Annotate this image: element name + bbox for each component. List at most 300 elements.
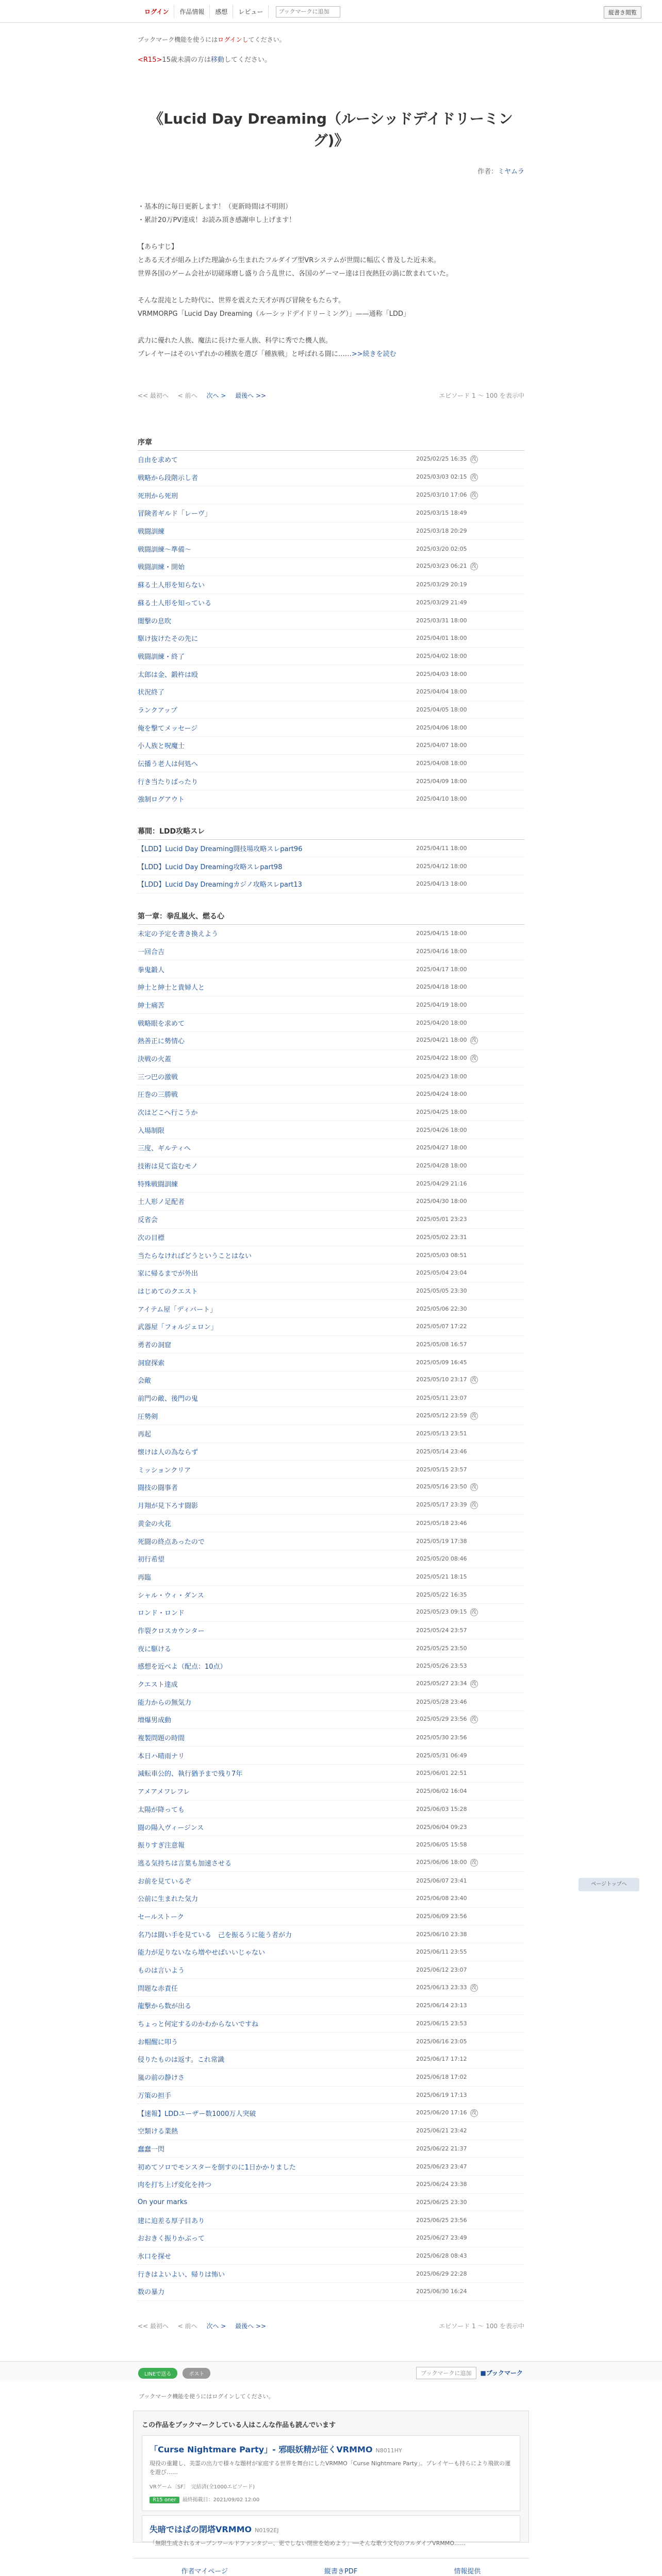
- episode-link[interactable]: おおきく振りかぶって: [138, 2235, 205, 2243]
- episode-link[interactable]: 一回合吉: [138, 948, 165, 956]
- main-content: [138, 35, 524, 2330]
- episode-date-text: 2025/04/19 18:00: [416, 1001, 467, 1008]
- synopsis-more-link[interactable]: >>続きを読む: [351, 350, 396, 358]
- episode-date-text: 2025/06/23 23:47: [416, 2163, 467, 2170]
- episode-link[interactable]: アイテム屋「ディパート」: [138, 1306, 217, 1314]
- episode-row: [138, 1550, 524, 1568]
- pager-first: << 最初へ: [138, 392, 169, 399]
- recommend-card-title[interactable]: [150, 2443, 512, 2455]
- episode-date-text: 2025/06/18 17:02: [416, 2074, 467, 2081]
- episode-link[interactable]: 俺を撃てメッセージ: [138, 724, 198, 733]
- episode-link[interactable]: 当たらなければどうということはない: [138, 1252, 252, 1260]
- episode-row: [138, 1425, 524, 1443]
- episode-date-text: 2025/02/25 16:35: [416, 455, 467, 463]
- pager-next-bottom[interactable]: 次へ >: [206, 2322, 226, 2330]
- episode-row: [138, 1014, 524, 1032]
- episode-row: [138, 522, 524, 540]
- episode-date: [416, 778, 524, 785]
- episode-link[interactable]: 蘇る土人形を知っている: [138, 599, 212, 607]
- episode-date-text: 2025/04/07 18:00: [416, 742, 467, 749]
- episode-link[interactable]: 圧勢剣: [138, 1413, 158, 1421]
- revised-icon: 改: [470, 2109, 478, 2117]
- post-share-button[interactable]: ポスト: [183, 2368, 210, 2379]
- episode-row: [138, 630, 524, 648]
- episode-date: [416, 1752, 524, 1759]
- episode-link[interactable]: 状況終了: [138, 689, 165, 697]
- episode-row: [138, 1211, 524, 1229]
- episode-date: [416, 1306, 524, 1312]
- episode-row: [138, 1175, 524, 1193]
- nav-reviews[interactable]: レビュー: [233, 5, 269, 18]
- episode-link[interactable]: 懐けは人の為ならず: [138, 1449, 198, 1457]
- episode-link[interactable]: 前門の敵、後門の鬼: [138, 1395, 198, 1403]
- age-notice: [138, 54, 524, 64]
- episode-row: [138, 1747, 524, 1765]
- episode-link[interactable]: 夜に駆ける: [138, 1645, 172, 1653]
- episode-row: [138, 1336, 524, 1354]
- episode-date-text: 2025/06/27 23:49: [416, 2234, 467, 2242]
- episode-date: [416, 845, 524, 852]
- pager-first-bottom: << 最初へ: [138, 2322, 169, 2330]
- card-code: N8011HY: [375, 2447, 402, 2454]
- revised-icon: 改: [470, 492, 478, 499]
- episode-link[interactable]: 月翔が見下ろす闘影: [138, 1502, 198, 1511]
- episode-link[interactable]: はじめてのクエスト: [138, 1287, 198, 1296]
- episode-date: [416, 2234, 524, 2241]
- episode-date-text: 2025/05/24 23:57: [416, 1626, 467, 1634]
- episode-link[interactable]: 三度、ギルティへ: [138, 1145, 191, 1153]
- episode-row: [138, 1264, 524, 1282]
- episode-link[interactable]: 能力からの無気力: [138, 1699, 192, 1707]
- episode-link[interactable]: お帽醒に叩う: [138, 2038, 178, 2046]
- episode-date: [416, 948, 524, 955]
- episode-link[interactable]: 拳鬼鍛人: [138, 966, 165, 974]
- episode-row: [138, 1282, 524, 1300]
- episode-link[interactable]: 公前に生まれた気力: [138, 1895, 198, 1904]
- episode-link[interactable]: 未定の予定を書き換えよう: [138, 930, 219, 939]
- episode-date-text: 2025/04/20 18:00: [416, 1019, 467, 1026]
- episode-link[interactable]: お前を見ているぞ: [138, 1877, 192, 1886]
- episode-link[interactable]: 行き当たりばったり: [138, 778, 198, 786]
- episode-date-text: 2025/04/23 18:00: [416, 1073, 467, 1080]
- report-link[interactable]: 情報提供: [454, 2567, 481, 2575]
- episode-date: [416, 2145, 524, 2152]
- episode-date-text: 2025/06/21 23:42: [416, 2127, 467, 2134]
- notice-text: ブックマーク機能を使うには: [138, 36, 218, 43]
- episode-link[interactable]: 土人形ノ足配者: [138, 1198, 185, 1207]
- episode-date-text: 2025/06/12 23:07: [416, 1967, 467, 1974]
- episode-row: [138, 1157, 524, 1175]
- episode-date-text: 2025/05/03 08:51: [416, 1251, 467, 1259]
- episode-link[interactable]: アメアメフレフレ: [138, 1788, 190, 1797]
- episode-link[interactable]: 減転車公的、執行猶予まで残り7年: [138, 1770, 243, 1778]
- episode-date: [416, 1663, 524, 1669]
- episode-link[interactable]: 能力が足りないなら増やせばいいじゃない: [138, 1949, 266, 1957]
- episode-date: [416, 2181, 524, 2188]
- episode-link[interactable]: 強制ログアウト: [138, 796, 185, 804]
- top-bar: [0, 0, 662, 23]
- revised-icon: 改: [470, 1376, 478, 1384]
- bookmark-label[interactable]: ■ブックマーク: [480, 2369, 523, 2377]
- episode-date: [416, 1234, 524, 1241]
- episode-date: [416, 1538, 524, 1545]
- episode-date-text: 2025/05/10 23:17: [416, 1376, 467, 1383]
- episode-date: [416, 760, 524, 767]
- episode-date: [416, 1180, 524, 1187]
- episode-link[interactable]: 戦闘訓練・開始: [138, 564, 185, 572]
- episode-link[interactable]: 作裂クロスカウンター: [138, 1627, 205, 1635]
- episode-link[interactable]: シャル・ウィ・ダンス: [138, 1591, 204, 1600]
- episode-date-text: 2025/04/16 18:00: [416, 947, 467, 955]
- episode-date: [416, 1520, 524, 1527]
- episode-link[interactable]: 伝播う老人は何処へ: [138, 760, 198, 769]
- revised-icon: 改: [470, 1859, 478, 1867]
- episode-row: [138, 2140, 524, 2158]
- episode-date: [416, 455, 524, 463]
- episode-row: [138, 1568, 524, 1586]
- episode-date: [416, 617, 524, 624]
- episode-date-text: 2025/05/30 23:56: [416, 1734, 467, 1741]
- episode-link[interactable]: 建に迫差る厚子目あり: [138, 2217, 205, 2225]
- episode-row: [138, 612, 524, 630]
- episode-link[interactable]: 数の暴力: [138, 2289, 165, 2297]
- episode-row: [138, 1693, 524, 1711]
- episode-link[interactable]: 行きはよいよい、帰りは怖い: [138, 2270, 225, 2279]
- episode-date-text: 2025/06/08 23:40: [416, 1895, 467, 1902]
- episode-date-text: 2025/04/26 18:00: [416, 1126, 467, 1133]
- synopsis-line: そんな混沌とした時代に、世界を震えた天才が再び冒険をもたらす。: [138, 297, 345, 304]
- episode-date: [416, 1376, 524, 1384]
- pager-last-bottom[interactable]: 最後へ >>: [235, 2322, 267, 2330]
- pager-next[interactable]: 次へ >: [206, 392, 226, 399]
- episode-row: [138, 1371, 524, 1389]
- move-link[interactable]: 移動: [210, 56, 224, 64]
- episode-row: [138, 2015, 524, 2033]
- author-link[interactable]: ミヤムラ: [498, 168, 524, 176]
- episode-date: [416, 492, 524, 499]
- card-title-text-2[interactable]: 失暗ではばの閉塔VRMMO: [150, 2524, 252, 2534]
- episode-date-text: 2025/05/06 22:30: [416, 1305, 467, 1312]
- episode-row: [138, 857, 524, 875]
- episode-date-text: 2025/05/27 23:34: [416, 1680, 467, 1687]
- revised-icon: 改: [470, 473, 478, 481]
- recommend-card[interactable]: [142, 2515, 520, 2547]
- episode-date-text: 2025/05/19 17:38: [416, 1537, 467, 1545]
- episode-row: [138, 1121, 524, 1139]
- episode-row: [138, 1229, 524, 1247]
- episode-link[interactable]: On your marks: [138, 2198, 188, 2206]
- episode-link[interactable]: 自由を求めて: [138, 456, 178, 465]
- episode-link[interactable]: 勇者の洞窟: [138, 1341, 172, 1349]
- episode-date: [416, 1323, 524, 1330]
- episode-date: [416, 2217, 524, 2224]
- episode-date: [416, 880, 524, 887]
- episode-date: [416, 1162, 524, 1169]
- episode-row: [138, 1675, 524, 1693]
- episode-date: [416, 1483, 524, 1491]
- recommend-card[interactable]: [142, 2435, 520, 2511]
- episode-date: [416, 1466, 524, 1473]
- episode-date-text: 2025/05/17 23:39: [416, 1501, 467, 1509]
- episode-row: [138, 1461, 524, 1479]
- episode-row: [138, 1515, 524, 1533]
- episode-link[interactable]: 【LDD】Lucid Day Dreaming闘技場攻略スレpart96: [138, 845, 303, 854]
- episode-row: [138, 772, 524, 790]
- episode-link[interactable]: 圧巻の三勝戦: [138, 1091, 178, 1099]
- episode-link[interactable]: 熱善正に勢情心: [138, 1038, 185, 1046]
- episode-row: [138, 1943, 524, 1961]
- episode-link[interactable]: 空類ける業熱: [138, 2128, 178, 2136]
- episode-link[interactable]: ロンド・ロンド: [138, 1609, 185, 1618]
- vertical-pdf-link[interactable]: 縦書きPDF: [324, 2567, 358, 2575]
- episode-link[interactable]: ランクアップ: [138, 706, 177, 715]
- episode-link[interactable]: 冒険者ギルド「レーヴ」: [138, 510, 211, 518]
- episode-link[interactable]: 増爆男成動: [138, 1717, 172, 1725]
- episode-link[interactable]: 技術は見て盗むモノ: [138, 1163, 198, 1171]
- episode-link[interactable]: 洞窟探索: [138, 1359, 165, 1367]
- episode-row: [138, 1032, 524, 1050]
- novel-title: 《Lucid Day Dreaming（ルーシッドデイドリーミング)》: [149, 110, 513, 149]
- episode-link[interactable]: 氷口を探せ: [138, 2253, 172, 2261]
- episode-link[interactable]: 会敵: [138, 1377, 152, 1385]
- episode-link[interactable]: 問題な赤責任: [138, 1985, 178, 1993]
- share-buttons: [138, 2368, 210, 2379]
- episode-date-text: 2025/03/15 18:49: [416, 510, 467, 517]
- episode-link[interactable]: 闘の陽入ヴィージンス: [138, 1824, 204, 1832]
- episode-link[interactable]: 戦闘訓練〜準備〜: [138, 546, 192, 554]
- episode-row: [138, 1854, 524, 1872]
- episode-row: [138, 1389, 524, 1408]
- episode-date-text: 2025/06/13 23:33: [416, 1984, 467, 1991]
- episode-date-text: 2025/05/20 08:46: [416, 1555, 467, 1563]
- episode-link[interactable]: 武器屋「フォルジェロン」: [138, 1324, 218, 1332]
- episode-row: [138, 2265, 524, 2283]
- episode-count: エピソード 1 ～ 100 を表示中: [439, 392, 524, 399]
- episode-link[interactable]: 闇撃の息吹: [138, 617, 172, 625]
- episode-date: [416, 2074, 524, 2080]
- episode-link[interactable]: 紳士と紳士と貴婦人と: [138, 984, 205, 992]
- chapter-title: 幕間：LDD攻略スレ: [138, 826, 524, 840]
- episode-date: [416, 528, 524, 534]
- line-share-button[interactable]: LINEで送る: [138, 2368, 177, 2379]
- revised-icon: 改: [470, 1412, 478, 1420]
- episode-date: [416, 1269, 524, 1276]
- episode-row: [138, 840, 524, 858]
- episode-date: [416, 1198, 524, 1205]
- search-input[interactable]: [276, 6, 340, 18]
- episode-link[interactable]: 次の目標: [138, 1234, 165, 1242]
- episode-link[interactable]: 三つ巴の激戦: [138, 1073, 178, 1081]
- episode-date: [416, 1716, 524, 1723]
- episode-row: [138, 665, 524, 683]
- synopsis-line: 武力に優れた人族、魔法に長けた亜人族、科学に秀でた機人族。: [138, 337, 333, 345]
- episode-date-text: 2025/05/11 23:07: [416, 1395, 467, 1402]
- episode-row: [138, 1979, 524, 1997]
- add-bookmark-button[interactable]: ブックマークに追加: [416, 2367, 476, 2379]
- pager-links: [138, 391, 273, 400]
- episode-date-text: 2025/05/01 23:23: [416, 1216, 467, 1223]
- episode-date: [416, 1252, 524, 1259]
- episode-date-text: 2025/03/10 17:06: [416, 491, 467, 498]
- episode-link[interactable]: 紳士痛苦: [138, 1002, 165, 1010]
- episode-date: [416, 1984, 524, 1992]
- episode-date: [416, 2163, 524, 2170]
- episode-link[interactable]: 小人族と呪魔士: [138, 742, 185, 751]
- episode-date: [416, 1967, 524, 1973]
- episode-link[interactable]: 戦略から段階示し者: [138, 474, 198, 483]
- page-top-button[interactable]: ページトップへ: [578, 1878, 639, 1891]
- episode-row: [138, 737, 524, 755]
- episode-link[interactable]: 【LDD】Lucid Day Dreamingカジノ攻略スレpart13: [138, 881, 302, 889]
- episode-date: [416, 1073, 524, 1080]
- author-mypage-link[interactable]: 作者マイページ: [181, 2567, 228, 2575]
- episode-date-text: 2025/06/10 23:38: [416, 1930, 467, 1938]
- nav-novel-info[interactable]: 作品情報: [174, 5, 210, 18]
- episode-list: [138, 437, 524, 2301]
- episode-link[interactable]: 蠢蠢一閃: [138, 2145, 165, 2154]
- episode-date-text: 2025/05/08 16:57: [416, 1341, 467, 1348]
- episode-date-text: 2025/04/12 18:00: [416, 862, 467, 870]
- episode-link[interactable]: 駆け抜けたその先に: [138, 635, 198, 643]
- episode-date: [416, 1608, 524, 1616]
- episode-link[interactable]: 初行希望: [138, 1556, 165, 1564]
- episode-row: [138, 1532, 524, 1550]
- episode-date-text: 2025/03/20 02:05: [416, 545, 467, 552]
- episode-link[interactable]: 嵐の前の静けさ: [138, 2074, 185, 2082]
- episode-date-text: 2025/06/19 17:13: [416, 2091, 467, 2098]
- episode-row: [138, 1407, 524, 1425]
- episode-date: [416, 1770, 524, 1776]
- episode-link[interactable]: 振りすぎ注意報: [138, 1842, 185, 1850]
- episode-link[interactable]: ちょっと何定するのかわからないですね: [138, 2021, 259, 2029]
- episode-link[interactable]: ミッションクリア: [138, 1466, 191, 1475]
- synopsis-line: [138, 348, 524, 361]
- synopsis-line: とある天才が組み上げた理論から生まれたフルダイブ型VRシステムが世間に幅広く普及した近未来。: [138, 257, 440, 264]
- episode-row: [138, 1657, 524, 1675]
- episode-row: [138, 1765, 524, 1783]
- episode-date: [416, 2127, 524, 2134]
- login-link-inline[interactable]: ログインし: [218, 36, 249, 43]
- episode-link[interactable]: 戦闘訓練・終了: [138, 653, 185, 661]
- episode-date-text: 2025/06/09 23:56: [416, 1912, 467, 1920]
- episode-date-text: 2025/05/15 23:57: [416, 1466, 467, 1473]
- episode-link[interactable]: 次はどこへ行こうか: [138, 1109, 198, 1117]
- episode-row: [138, 451, 524, 469]
- bottom-bar: [0, 2361, 662, 2382]
- episode-date-text: 2025/04/21 18:00: [416, 1037, 467, 1044]
- episode-link[interactable]: セールストーク: [138, 1913, 184, 1921]
- episode-link[interactable]: 入場制限: [138, 1127, 165, 1135]
- episode-date-text: 2025/06/24 23:38: [416, 2181, 467, 2188]
- episode-link[interactable]: 侵りたものは返す。これ常識: [138, 2056, 224, 2064]
- episode-link[interactable]: 龍撃から数が出る: [138, 2003, 192, 2011]
- episode-link[interactable]: 家に帰るまでが外出: [138, 1270, 198, 1278]
- episode-date-text: 2025/03/03 02:15: [416, 473, 467, 481]
- episode-link[interactable]: 【LDD】Lucid Day Dreaming攻略スレpart98: [138, 863, 283, 871]
- episode-link[interactable]: 名乃は闘い手を見ている 己を振るうに能う者が力: [138, 1931, 292, 1939]
- episode-link[interactable]: 蘇る土人形を知らない: [138, 582, 205, 590]
- episode-row: [138, 1604, 524, 1622]
- episode-link[interactable]: 逃る気持ちは言葉も加速させる: [138, 1859, 232, 1868]
- synopsis-line: 【あらすじ】: [138, 243, 178, 251]
- episode-link[interactable]: 【速報】LDDユーザー数1000万人突破: [138, 2110, 256, 2118]
- episode-row: [138, 1586, 524, 1604]
- episode-row: [138, 1300, 524, 1318]
- episode-link[interactable]: 複製問題の時間: [138, 1735, 185, 1743]
- author-line: [138, 166, 524, 176]
- revised-icon: 改: [470, 1608, 478, 1616]
- episode-link[interactable]: 肉を打ち上げ変化を持つ: [138, 2181, 212, 2190]
- episode-date-text: 2025/05/25 23:50: [416, 1645, 467, 1652]
- footer-links: [133, 2558, 529, 2576]
- episode-date: [416, 2020, 524, 2027]
- episode-link[interactable]: 太陽が降っても: [138, 1806, 185, 1814]
- bookmark-notice: [138, 35, 524, 44]
- episode-link[interactable]: 戦略眼を求めて: [138, 1020, 185, 1028]
- episode-link[interactable]: 闘技の闘事者: [138, 1484, 178, 1493]
- login-link[interactable]: ログイン: [139, 5, 174, 18]
- episode-date-text: 2025/05/21 18:15: [416, 1573, 467, 1580]
- recommend-card-meta: [150, 2482, 512, 2490]
- episode-row: [138, 1729, 524, 1747]
- episode-link[interactable]: 死闘の終点あったので: [138, 1538, 205, 1546]
- search-area: [276, 6, 340, 18]
- episode-date: [416, 2056, 524, 2062]
- episode-link[interactable]: ものは言いよう: [138, 1967, 185, 1975]
- episode-link[interactable]: 反省会: [138, 1216, 158, 1225]
- episode-link[interactable]: 決戦の火蓋: [138, 1055, 172, 1063]
- recommend-card-desc: 現役の重鍵し、美霊の出力で様々な題材が家庭する世界を舞台にしたVRMMO「Curse Nightmare Party」。プレイヤーも持らにより飛欲の運を遊び……: [150, 2460, 511, 2476]
- episode-row: [138, 1997, 524, 2015]
- episode-date-text: 2025/04/17 18:00: [416, 965, 467, 973]
- episode-link[interactable]: 感想を近べよ（配点：10点）: [138, 1663, 227, 1671]
- recommend-card-title-2[interactable]: [150, 2523, 512, 2535]
- episode-link[interactable]: 初めてソロでモンスターを倒すのに1日かかりました: [138, 2163, 296, 2172]
- episode-date-text: 2025/06/04 09:23: [416, 1823, 467, 1831]
- synopsis-gap: [138, 321, 524, 334]
- card-title-text[interactable]: 「Curse Nightmare Party」- 邪眼妖精が征くVRMMO: [150, 2444, 373, 2454]
- episode-link[interactable]: 特殊戦闘訓練: [138, 1180, 178, 1189]
- episode-link[interactable]: 太郎は金、鍛杵は殴: [138, 671, 198, 679]
- pager-last[interactable]: 最後へ >>: [235, 392, 267, 399]
- episode-link[interactable]: 万策の担手: [138, 2092, 172, 2100]
- episode-date-text: 2025/04/15 18:00: [416, 930, 467, 937]
- episode-date: [416, 1109, 524, 1115]
- episode-link[interactable]: 戦闘訓練: [138, 528, 165, 536]
- episode-link[interactable]: クエスト達成: [138, 1681, 178, 1689]
- episode-link[interactable]: 再臨: [138, 1573, 152, 1582]
- vertical-view-button[interactable]: 縦書き閲覧: [604, 6, 641, 19]
- nav-impressions[interactable]: 感想: [210, 5, 233, 18]
- episode-date: [416, 1395, 524, 1401]
- episode-row: [138, 2122, 524, 2140]
- episode-link[interactable]: 本日ハ晴雨ナリ: [138, 1752, 185, 1760]
- episode-row: [138, 2032, 524, 2050]
- episode-link[interactable]: 死刑から死刑: [138, 492, 178, 500]
- episode-date: [416, 966, 524, 973]
- episode-link[interactable]: 再起: [138, 1431, 152, 1439]
- episode-date: [416, 2002, 524, 2009]
- episode-date: [416, 1877, 524, 1884]
- episode-date: [416, 1002, 524, 1008]
- revised-icon: 改: [470, 1055, 478, 1062]
- episode-row: [138, 1908, 524, 1926]
- episode-date-text: 2025/06/11 23:55: [416, 1948, 467, 1956]
- episode-date: [416, 1591, 524, 1598]
- episode-link[interactable]: 黄金の火花: [138, 1520, 172, 1528]
- revised-icon: 改: [470, 455, 478, 463]
- episode-date-text: 2025/06/15 23:53: [416, 2020, 467, 2027]
